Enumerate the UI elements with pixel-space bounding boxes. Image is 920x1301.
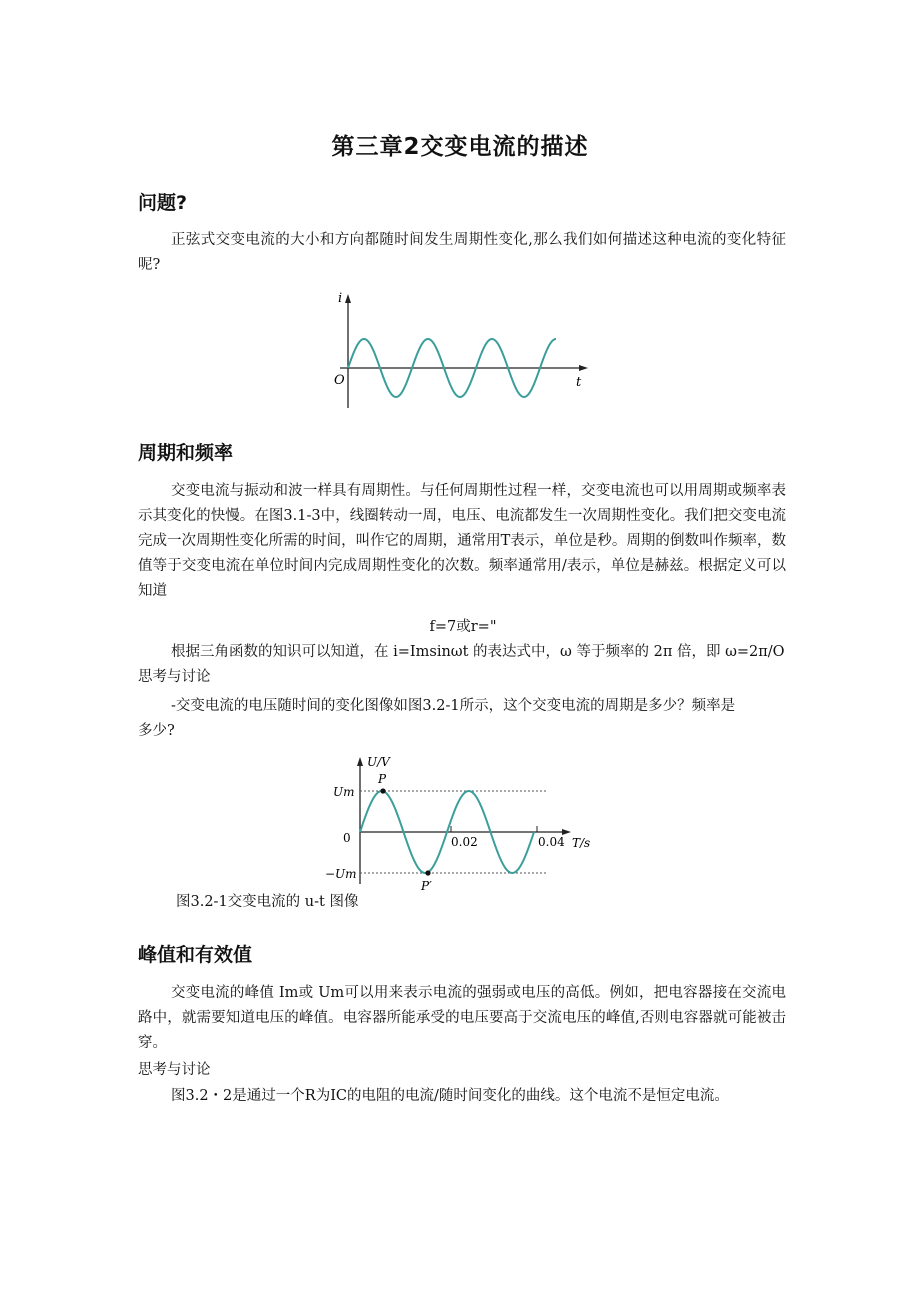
figure1-y-label: i [338, 291, 343, 306]
figure2-caption: 图3.2-1交变电流的 u-t 图像 [176, 894, 359, 910]
figure2-x-label: T/s [572, 836, 591, 850]
page-title: 第三章2交变电流的描述 [331, 134, 589, 160]
discussion-label-1: 思考与讨论 [138, 669, 211, 685]
figure2-origin-label: 0 [343, 831, 351, 845]
figure2-y-label: U/V [367, 755, 390, 769]
figure2-peak-label: Um [333, 785, 355, 799]
figure-sine-current [330, 290, 595, 415]
figure1-origin-label: O [334, 373, 345, 388]
figure2-neg-peak-label: −Um [325, 867, 357, 881]
figure2-y-arrow [357, 757, 363, 766]
discussion-label-2: 思考与讨论 [138, 1062, 211, 1078]
section-heading-question: 问题? [138, 192, 188, 214]
question-paragraph: 正弦式交变电流的大小和方向都随时间发生周期性变化,那么我们如何描述这种电流的变化特征呢? [138, 232, 786, 273]
frequency-formula: f=7或r=" [429, 619, 497, 635]
discussion-text-2: 多少? [138, 723, 175, 739]
peak-paragraph: 交变电流的峰值 Im或 Um可以用来表示电流的强弱或电压的高低。例如，把电容器接在交流电路中，就需要知道电压的峰值。电容器所能承受的电压要高于交流电压的峰值,否则电容器就可能被击穿。 [138, 985, 786, 1051]
figure2-tick-label-002: 0.02 [451, 835, 478, 849]
figure2-tick-label-004: 0.04 [538, 835, 565, 849]
figure1-y-arrow [345, 294, 351, 303]
section-heading-period: 周期和频率 [138, 442, 234, 464]
figure2-point-p [380, 788, 385, 793]
figure-voltage-time-graph [325, 750, 605, 890]
period-paragraph: 交变电流与振动和波一样具有周期性。与任何周期性过程一样，交变电流也可以用周期或频率表示其变化的快慢。在图3.1-3中，线圈转动一周，电压、电流都发生一次周期性变化。我们把交变电流完成一次周期性变化所需的时间，叫作它的周期，通常用T表示，单位是秒。周期的倒数叫作频率，数值等于交变电流在单位时间内完成周期性变化的次数。频率通常用/表示，单位是赫兹。根据定义可以知道 [138, 483, 786, 599]
omega-formula-line: 根据三角函数的知识可以知道，在 i=Imsinωt 的表达式中，ω 等于频率的 2π 倍，即 ω=2π/O [171, 644, 785, 660]
figure2-point-p-prime-label: P′ [421, 879, 432, 890]
section-heading-peak: 峰值和有效值 [138, 944, 253, 966]
peak-last-line: 图3.2・2是通过一个R为IC的电阻的电流/随时间变化的曲线。这个电流不是恒定电流。 [171, 1088, 729, 1104]
discussion-text-1: -交变电流的电压随时间的变化图像如图3.2-1所示，这个交变电流的周期是多少？频率是 [171, 698, 736, 714]
figure1-x-arrow [579, 365, 588, 371]
figure2-point-p-label: P [378, 772, 387, 786]
figure2-point-p-prime [425, 870, 430, 875]
figure1-x-label: t [576, 375, 582, 390]
